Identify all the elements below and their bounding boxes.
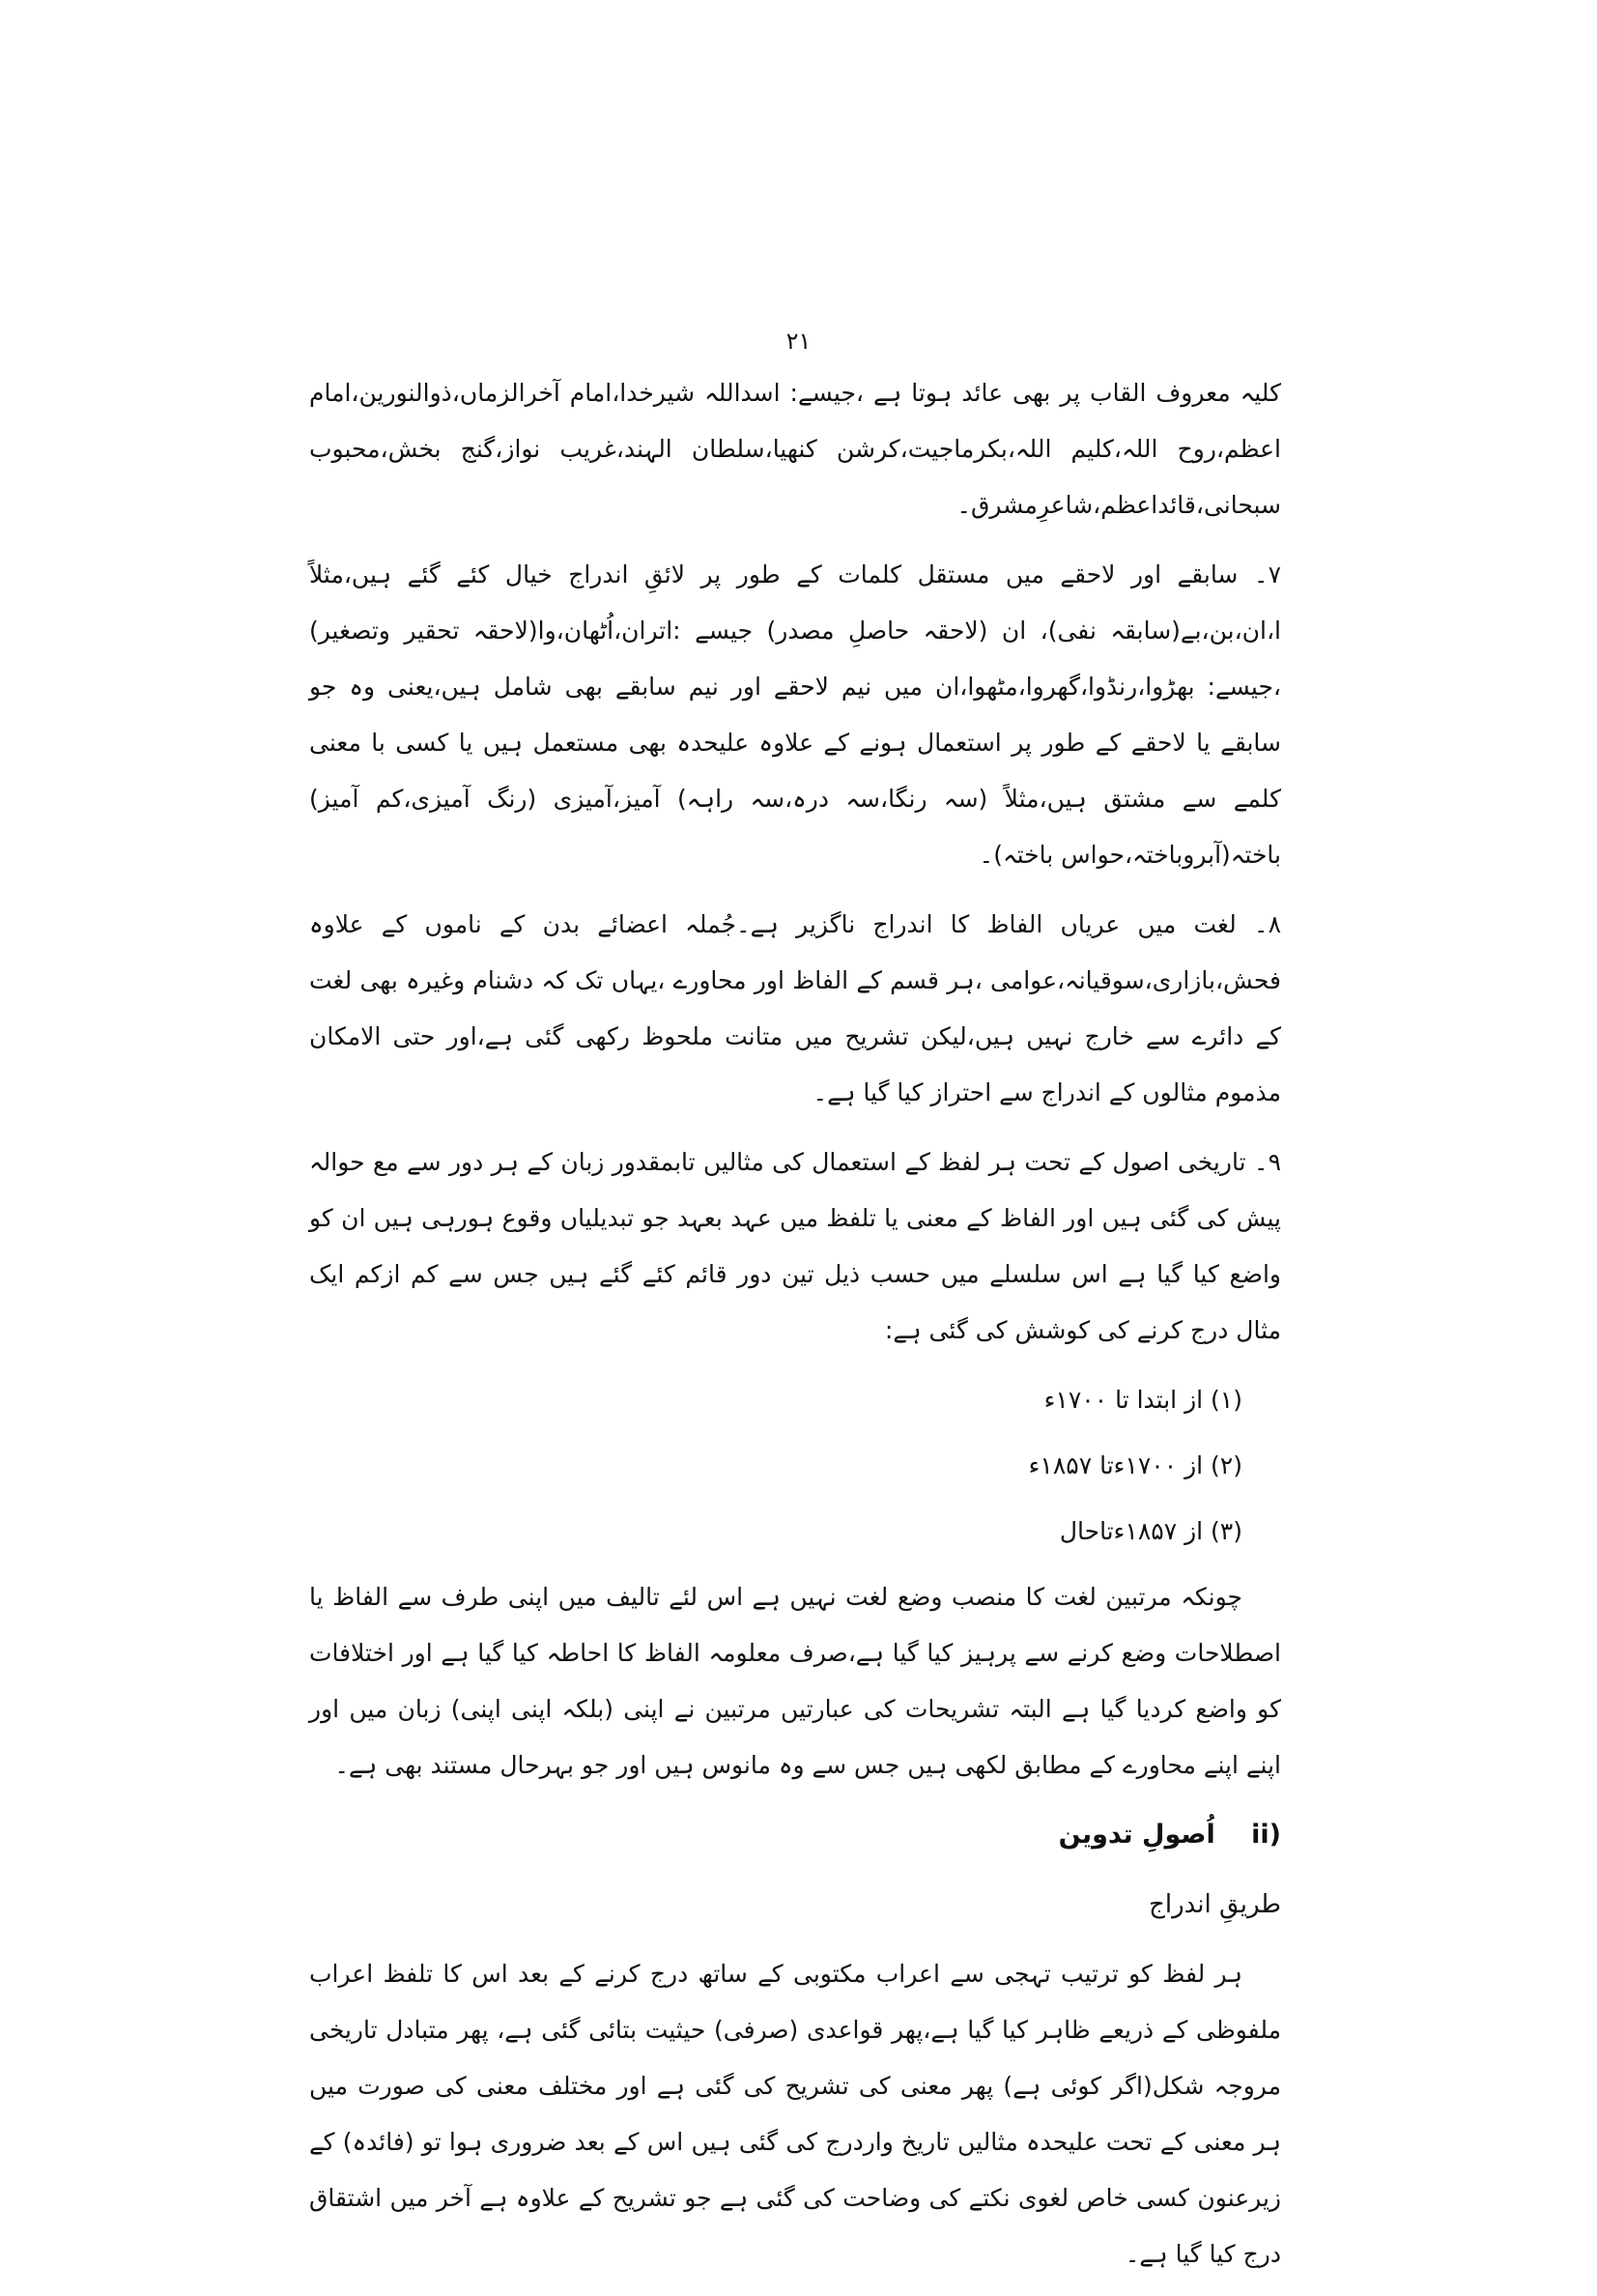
paragraph-entry-method: ہر لفظ کو ترتیب تہجی سے اعراب مکتوبی کے ساتھ درج کرنے کے بعد اس کا تلفظ اعراب ملفوظی کے ذریعے ظاہر کیا گیا ہے،پھر قواعدی (صرفی) حیثیت بتائی گئی ہے، پھر متبادل تاریخی مروجہ شکل(اگر کوئی ہے) پھر معنی کی تشریح کی گئی ہے اور مختلف معنی کی صورت میں ہر معنی کے تحت علیحدہ مثالیں تاریخ واردرج کی گئی ہیں اس کے بعد ضروری ہوا تو (فائدہ) کے زیرعنون کسی خاص لغوی نکتے کی وضاحت کی گئی ہے جو تشریح کے علاوہ ہے آخر میں اشتقاق درج کیا گیا ہے۔ — [309, 1960, 1281, 2268]
paragraph-conclusion: چونکہ مرتبین لغت کا منصب وضع لغت نہیں ہے اس لئے تالیف میں اپنی طرف سے الفاظ یا اصطلاحات وضع کرنے سے پرہیز کیا گیا ہے،صرف معلومہ الفاظ کا احاطہ کیا گیا ہے اور اختلافات کو واضع کردیا گیا ہے البتہ تشریحات کی عبارتیں مرتبین نے اپنی (بلکہ اپنی اپنی) زبان میں اور اپنے اپنے محاورے کے مطابق لکھی ہیں جس سے وہ مانوس ہیں اور جو بہرحال مستند بھی ہے۔ — [309, 1583, 1281, 1779]
paragraph-7-prefixes-suffixes: ۷۔ سابقے اور لاحقے میں مستقل کلمات کے طور پر لائقِ اندراج خیال کئے گئے ہیں،مثلاً ا،ان،بن،بے(سابقہ نفی)، ان (لاحقہ حاصلِ مصدر) جیسے :اتران،اُٹھان،وا(لاحقہ تحقیر وتصغیر) ،جیسے: بھڑوا،رنڈوا،گھروا،مٹھوا،ان میں نیم لاحقے اور نیم سابقے بھی شامل ہیں،یعنی وہ جو سابقے یا لاحقے کے طور پر استعمال ہونے کے علاوہ علیحدہ بھی مستعمل ہیں یا کسی با معنی کلمے سے مشتق ہیں،مثلاً (سہ رنگا،سہ درہ،سہ راہہ) آمیز،آمیزی (رنگ آمیزی،کم آمیز) باختہ(آبروباختہ،حواس باختہ)۔ — [309, 560, 1281, 869]
list-item: (۲) از ۱۷۰۰ءتا ۱۸۵۷ء — [1028, 1451, 1242, 1479]
page-number: ۲۱ — [785, 328, 812, 355]
section-marker: ii) — [1251, 1820, 1281, 1850]
section-heading — [309, 1807, 1281, 1863]
page-body — [309, 365, 1281, 2296]
list-item: (۳) از ۱۸۵۷ءتاحال — [1059, 1517, 1242, 1545]
section-title: اُصولِ تدوین — [1058, 1820, 1215, 1850]
period-list — [309, 1372, 1281, 1560]
subsection-heading: طریقِ اندراج — [1149, 1890, 1281, 1919]
paragraph-titles: کلیہ معروف القاب پر بھی عائد ہوتا ہے ،جیسے: اسداللہ شیرخدا،امام آخرالزماں،ذوالنورین،امام اعظم،روح اللہ،کلیم اللہ،بکرماجیت،کرشن کنھیا،سلطان الہند،غریب نواز،گنج بخش،محبوب سبحانی،قائداعظم،شاعرِمشرق۔ — [309, 379, 1281, 519]
list-item: (۱) از ابتدا تا ۱۷۰۰ء — [1043, 1386, 1242, 1414]
paragraph-8-vulgar-words: ۸۔ لغت میں عریاں الفاظ کا اندراج ناگزیر ہے۔جُملہ اعضائے بدن کے ناموں کے علاوہ فحش،بازاری،سوقیانہ،عوامی ،ہر قسم کے الفاظ اور محاورے ،یہاں تک کہ دشنام وغیرہ بھی لغت کے دائرے سے خارج نہیں ہیں،لیکن تشریح میں متانت ملحوظ رکھی گئی ہے،اور حتی الامکان مذموم مثالوں کے اندراج سے احتراز کیا گیا ہے۔ — [309, 910, 1281, 1106]
paragraph-9-historical-principle: ۹۔ تاریخی اصول کے تحت ہر لفظ کے استعمال کی مثالیں تابمقدور زبان کے ہر دور سے مع حوالہ پیش کی گئی ہیں اور الفاظ کے معنی یا تلفظ میں عہد بعہد جو تبدیلیاں وقوع ہورہی ہیں ان کو واضع کیا گیا ہے اس سلسلے میں حسب ذیل تین دور قائم کئے گئے ہیں جس سے کم ازکم ایک مثال درج کرنے کی کوشش کی گئی ہے: — [309, 1148, 1281, 1344]
